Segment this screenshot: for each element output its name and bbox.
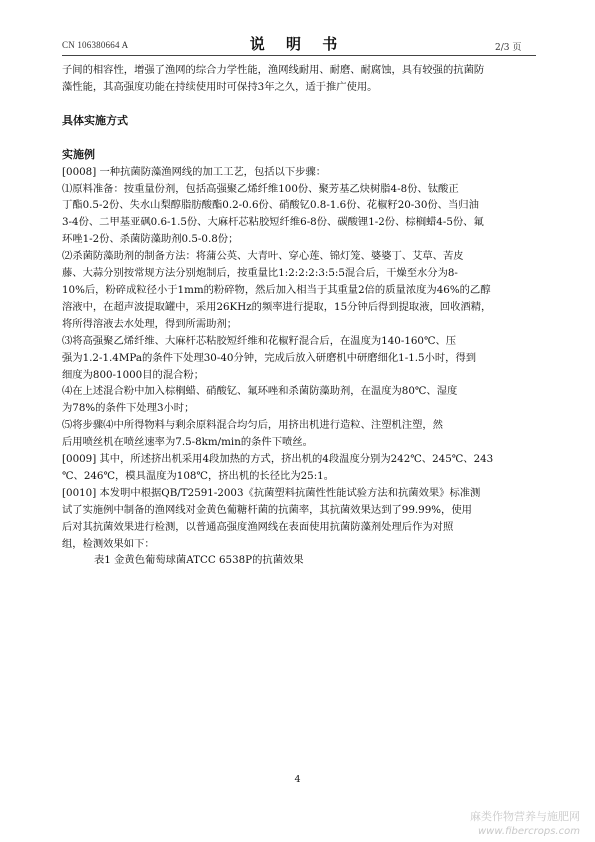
header-title: 说 明 书 [249, 35, 346, 53]
header-patent-number: CN 106380664 A [62, 40, 129, 50]
step-2-line: 将所得溶液去水处理，得到所需助剂； [62, 317, 238, 330]
header-page-indicator: 2/3 页 [495, 43, 522, 53]
paragraph-0008-line: [0008] 一种抗菌防藻渔网线的加工工艺，包括以下步骤： [62, 165, 327, 178]
paragraph-0009-line: ℃、246℃，模具温度为108℃，挤出机的长径比为25:1。 [62, 469, 335, 482]
paragraph-0010-line: 后对其抗菌效果进行检测，以普通高强度渔网线在表面使用抗菌防藻剂处理后作为对照 [62, 520, 454, 533]
header-rule [62, 55, 536, 56]
step-1-line: 环唑1-2份、杀菌防藻助剂0.5-0.8份； [62, 233, 239, 246]
step-2-line: ⑵杀菌防藻助剂的制备方法：将蒲公英、大青叶、穿心莲、锦灯笼、婆婆丁、艾草、苦皮 [62, 250, 464, 263]
page-number: 4 [294, 774, 301, 785]
step-5-line: ⑸将步骤⑷中所得物料与剩余原料混合均匀后，用挤出机进行造粒、注塑机注塑，然 [62, 419, 443, 432]
step-1-line: 丁酯0.5-2份、失水山梨醇脂肪酸酯0.2-0.6份、硝酸钇0.8-1.6份、花椒籽20-30份、当归油 [62, 199, 479, 212]
step-4-line: ⑷在上述混合粉中加入棕榈蜡、硝酸钇、氟环唑和杀菌防藻助剂，在温度为80℃、湿度 [62, 385, 458, 398]
step-2-line: 10%后，粉碎成粒径小于1mm的粉碎物，然后加入相当于其重量2倍的质量浓度为46%的乙醇 [62, 283, 491, 296]
spacer [62, 96, 540, 113]
step-4-line: 为78%的条件下处理3小时； [62, 402, 195, 415]
step-1-line: ⑴原料准备：按重量份剂，包括高强聚乙烯纤维100份、聚芳基乙炔树脂4-8份、钛酸正 [62, 182, 459, 195]
watermark-text: 麻类作物营养与施肥网 [470, 810, 580, 823]
intro-line: 子间的相容性，增强了渔网的综合力学性能，渔网线耐用、耐磨、耐腐蚀，具有较强的抗菌防 [62, 64, 485, 76]
paragraph-0009-line: [0009] 其中，所述挤出机采用4段加热的方式，挤出机的4段温度分别为242℃、245℃、243 [62, 453, 494, 466]
document-body [62, 62, 540, 569]
paragraph-0010-line: [0010] 本发明中根据QB/T2591-2003《抗菌塑料抗菌性性能试验方法和抗菌效果》标准测 [62, 486, 481, 499]
watermark-url: www.fibercrops.com [478, 826, 580, 837]
intro-line: 藻性能，其高强度功能在持续使用时可保持3年之久，适于推广使用。 [62, 80, 378, 93]
table-caption: 表1 金黄色葡萄球菌ATCC 6538P的抗菌效果 [94, 554, 304, 567]
step-3-line: 细度为800-1000目的混合粉； [62, 368, 205, 381]
step-3-line: ⑶将高强聚乙烯纤维、大麻杆芯粘胶短纤维和花椒籽混合后，在温度为140-160℃、压 [62, 334, 457, 347]
example-title: 实施例 [62, 147, 95, 161]
step-3-line: 强为1.2-1.4MPa的条件下处理30-40分钟，完成后放入研磨机中研磨细化1-1.5小时，得到 [62, 351, 477, 364]
step-2-line: 溶液中，在超声波提取罐中，采用26KHz的频率进行提取，15分钟后得到提取液，回收酒精， [62, 300, 492, 313]
step-2-line: 藤、大蒜分别按常规方法分别炮制后，按重量比1:2:2:2:3:5:5混合后，干燥至水分为8- [62, 267, 458, 280]
spacer [62, 130, 540, 147]
section-title: 具体实施方式 [62, 113, 128, 127]
paragraph-0010-line: 组，检测效果如下： [62, 537, 155, 550]
step-5-line: 后用喷丝机在喷丝速率为7.5-8km/min的条件下喷丝。 [62, 436, 313, 449]
paragraph-0010-line: 试了实施例中制备的渔网线对金黄色葡糖杆菌的抗菌率，其抗菌效果达到了99.99%，使用 [62, 503, 472, 516]
step-1-line: 3-4份、二甲基亚砜0.6-1.5份、大麻杆芯粘胶短纤维6-8份、碳酸锂1-2份、棕榈蜡4-5份、氟 [62, 216, 484, 229]
